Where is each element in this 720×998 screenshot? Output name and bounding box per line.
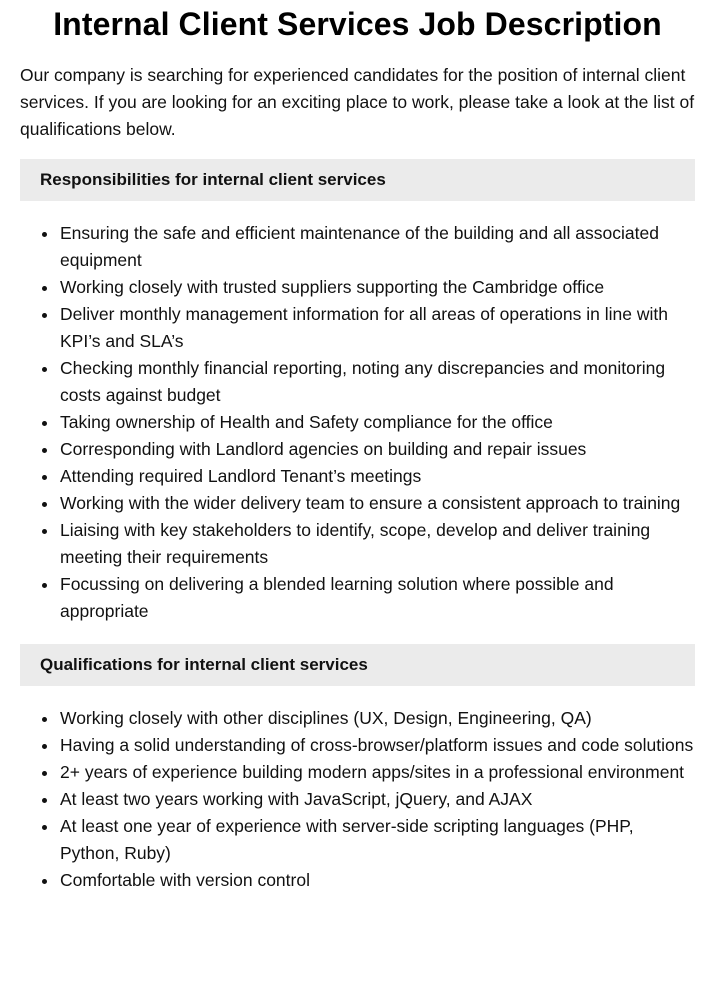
list-item: At least two years working with JavaScript, jQuery, and AJAX — [20, 786, 695, 813]
list-item: 2+ years of experience building modern apps/sites in a professional environment — [20, 759, 695, 786]
page-title: Internal Client Services Job Description — [53, 6, 662, 42]
list-item: Working with the wider delivery team to ensure a consistent approach to training — [20, 490, 695, 517]
list-item: Attending required Landlord Tenant’s meetings — [20, 463, 695, 490]
responsibilities-heading: Responsibilities for internal client services — [20, 159, 695, 201]
intro-paragraph: Our company is searching for experienced candidates for the position of internal client services. If you are looking for an exciting place to work, please take a look at the list of qualifications below. — [20, 65, 695, 139]
list-item: Deliver monthly management information for all areas of operations in line with KPI’s and SLA’s — [20, 301, 695, 355]
list-item: Working closely with other disciplines (UX, Design, Engineering, QA) — [20, 705, 695, 732]
list-item: Comfortable with version control — [20, 867, 695, 894]
list-item: Liaising with key stakeholders to identify, scope, develop and deliver training meeting their requirements — [20, 517, 695, 571]
qualifications-list — [20, 705, 695, 894]
list-item: Corresponding with Landlord agencies on building and repair issues — [20, 436, 695, 463]
list-item: Taking ownership of Health and Safety compliance for the office — [20, 409, 695, 436]
list-item: Working closely with trusted suppliers supporting the Cambridge office — [20, 274, 695, 301]
list-item: Checking monthly financial reporting, noting any discrepancies and monitoring costs against budget — [20, 355, 695, 409]
responsibilities-list — [20, 220, 695, 625]
list-item: At least one year of experience with server-side scripting languages (PHP, Python, Ruby) — [20, 813, 695, 867]
list-item: Having a solid understanding of cross-browser/platform issues and code solutions — [20, 732, 695, 759]
qualifications-heading: Qualifications for internal client services — [20, 644, 695, 686]
list-item: Focussing on delivering a blended learning solution where possible and appropriate — [20, 571, 695, 625]
list-item: Ensuring the safe and efficient maintenance of the building and all associated equipment — [20, 220, 695, 274]
